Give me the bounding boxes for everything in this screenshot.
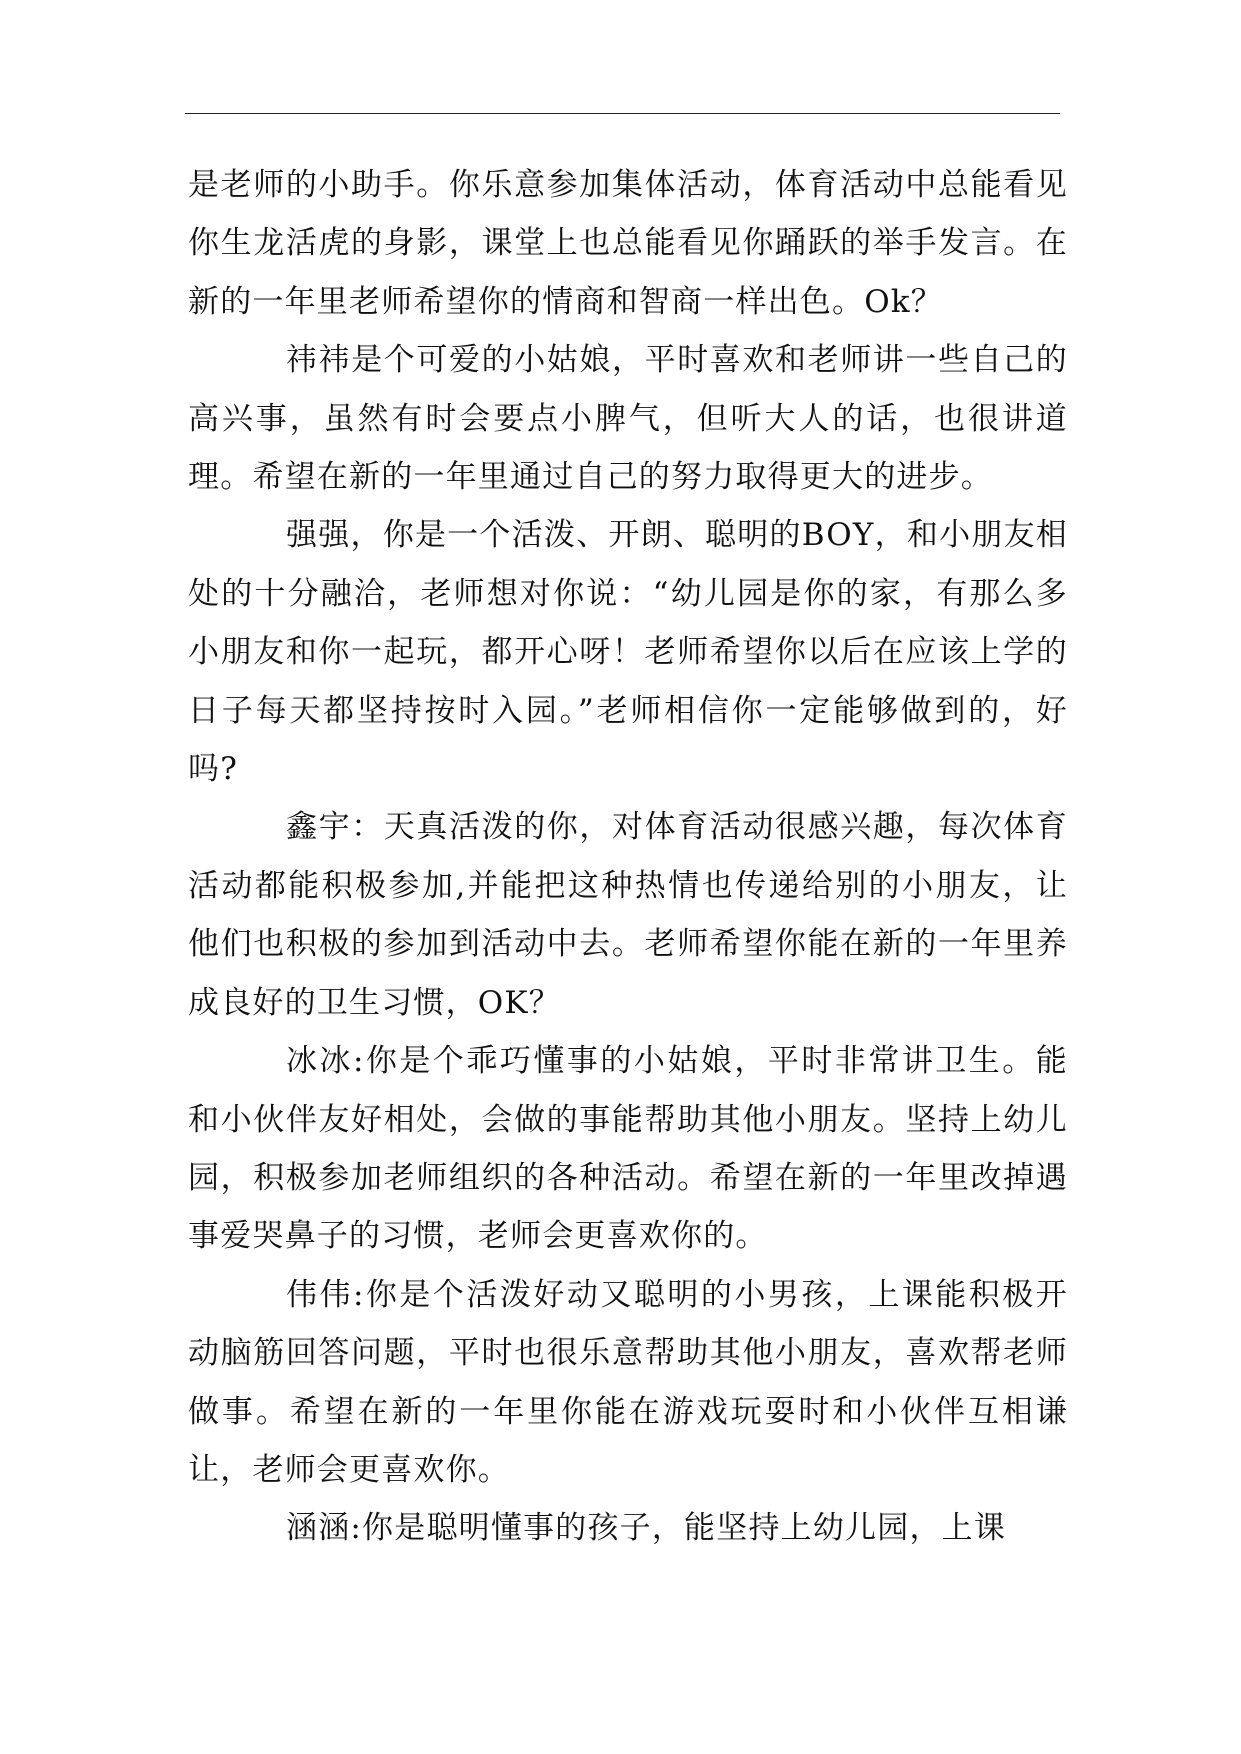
paragraph-bingbing: 冰冰:你是个乖巧懂事的小姑娘，平时非常讲卫生。能和小伙伴友好相处，会做的事能帮助其他小朋友。坚持上幼儿园，积极参加老师组织的各种活动。希望在新的一年里改掉遇事爱哭鼻子的习惯，老师会更喜欢你的。 (188, 1043, 1068, 1255)
paragraph-continuation: 是老师的小助手。你乐意参加集体活动，体育活动中总能看见你生龙活虎的身影，课堂上也总能看见你踊跃的举手发言。在新的一年里老师希望你的情商和智商一样出色。Ok？ (188, 167, 1068, 320)
paragraph-yiyi: 祎祎是个可爱的小姑娘，平时喜欢和老师讲一些自己的高兴事，虽然有时会要点小脾气，但听大人的话，也很讲道理。希望在新的一年里通过自己的努力取得更大的进步。 (188, 342, 1068, 496)
paragraph-qiangqiang: 强强，你是一个活泼、开朗、聪明的BOY，和小朋友相处的十分融洽，老师想对你说：“幼儿园是你的家，有那么多小朋友和你一起玩，都开心呀！老师希望你以后在应该上学的日子每天都坚持按时入园。”老师相信你一定能够做到的，好吗? (188, 517, 1068, 788)
paragraph-hanhan: 涵涵:你是聪明懂事的孩子，能坚持上幼儿园，上课 (286, 1510, 1007, 1547)
paragraph-weiwei: 伟伟:你是个活泼好动又聪明的小男孩，上课能积极开动脑筋回答问题，平时也很乐意帮助其他小朋友，喜欢帮老师做事。希望在新的一年里你能在游戏玩耍时和小伙伴互相谦让，老师会更喜欢你。 (188, 1276, 1068, 1488)
header-rule (185, 113, 1060, 114)
paragraph-xinyu: 鑫宇：天真活泼的你，对体育活动很感兴趣，每次体育活动都能积极参加,并能把这种热情也传递给别的小朋友，让他们也积极的参加到活动中去。老师希望你能在新的一年里养成良好的卫生习惯，OK？ (188, 809, 1068, 1021)
document-body (188, 156, 1068, 1558)
